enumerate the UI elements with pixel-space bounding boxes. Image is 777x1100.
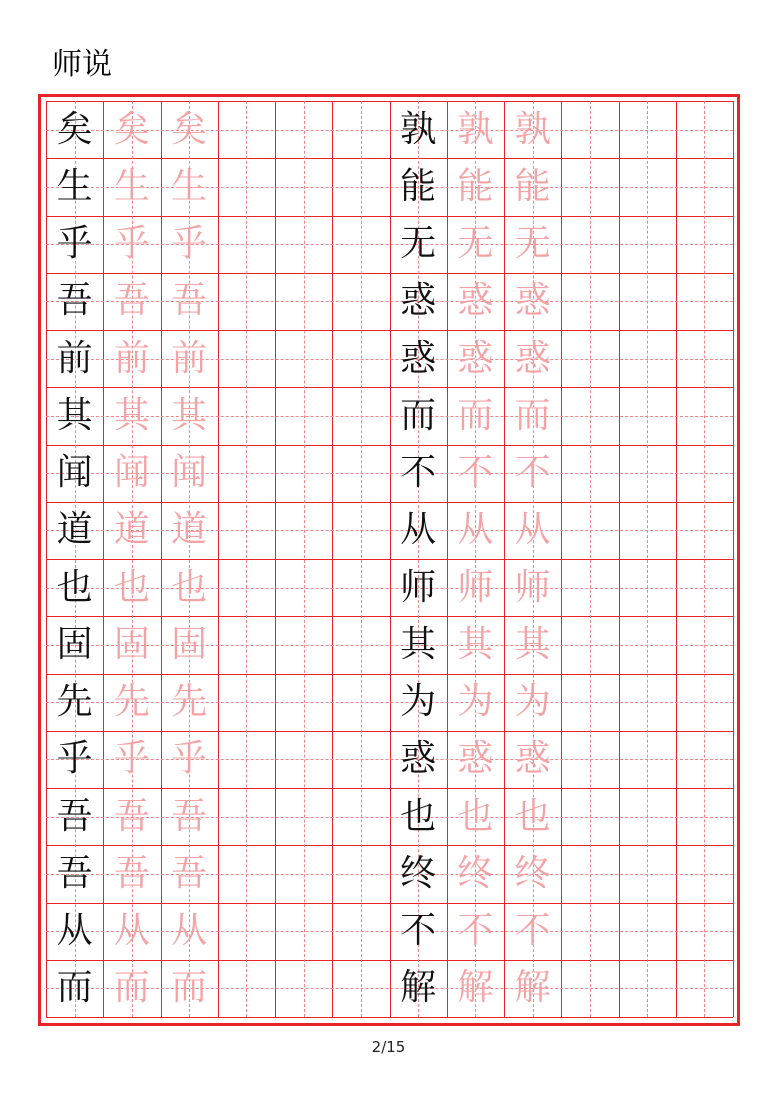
model-character: 惑: [400, 280, 437, 322]
page-title: 师说: [52, 47, 112, 82]
model-character: 能: [400, 165, 437, 207]
trace-character: 其: [457, 623, 494, 665]
model-character: 吾: [56, 852, 93, 894]
trace-character: 孰: [514, 108, 551, 150]
model-character: 从: [400, 509, 437, 551]
model-character: 先: [56, 681, 93, 723]
trace-character: 而: [113, 967, 150, 1009]
grid-col-line: [332, 101, 333, 1017]
trace-character: 能: [514, 165, 551, 207]
trace-character: 前: [171, 337, 208, 379]
trace-character: 无: [514, 223, 551, 265]
model-character: 而: [56, 967, 93, 1009]
trace-character: 道: [171, 509, 208, 551]
model-character: 矣: [56, 108, 93, 150]
trace-character: 解: [457, 967, 494, 1009]
model-character: 孰: [400, 108, 437, 150]
trace-character: 闻: [113, 452, 150, 494]
grid-col-line: [733, 101, 734, 1017]
trace-character: 吾: [171, 795, 208, 837]
trace-character: 矣: [113, 108, 150, 150]
trace-character: 先: [113, 681, 150, 723]
trace-character: 师: [514, 566, 551, 608]
grid-row-line: [46, 1017, 733, 1018]
trace-character: 闻: [171, 452, 208, 494]
model-character: 吾: [56, 280, 93, 322]
trace-character: 先: [171, 681, 208, 723]
trace-character: 也: [457, 795, 494, 837]
trace-character: 也: [514, 795, 551, 837]
model-character: 吾: [56, 795, 93, 837]
model-character: 为: [400, 681, 437, 723]
model-character: 师: [400, 566, 437, 608]
trace-character: 吾: [113, 852, 150, 894]
grid-guide-vertical: [704, 101, 705, 1017]
model-character: 无: [400, 223, 437, 265]
model-character: 不: [400, 452, 437, 494]
trace-character: 吾: [171, 852, 208, 894]
trace-character: 乎: [171, 738, 208, 780]
model-character: 道: [56, 509, 93, 551]
trace-character: 惑: [514, 280, 551, 322]
model-character: 从: [56, 910, 93, 952]
model-character: 也: [400, 795, 437, 837]
model-character: 不: [400, 910, 437, 952]
grid-col-line: [275, 101, 276, 1017]
trace-character: 吾: [113, 795, 150, 837]
model-character: 惑: [400, 738, 437, 780]
model-character: 乎: [56, 738, 93, 780]
model-character: 固: [56, 623, 93, 665]
trace-character: 惑: [514, 337, 551, 379]
trace-character: 而: [514, 394, 551, 436]
trace-character: 惑: [457, 280, 494, 322]
grid-guide-vertical: [304, 101, 305, 1017]
trace-character: 为: [514, 681, 551, 723]
model-character: 闻: [56, 452, 93, 494]
trace-character: 而: [457, 394, 494, 436]
trace-character: 从: [113, 910, 150, 952]
trace-character: 终: [457, 852, 494, 894]
grid-col-line: [619, 101, 620, 1017]
trace-character: 固: [171, 623, 208, 665]
trace-character: 乎: [171, 223, 208, 265]
trace-character: 乎: [113, 738, 150, 780]
trace-character: 解: [514, 967, 551, 1009]
trace-character: 矣: [171, 108, 208, 150]
model-character: 生: [56, 165, 93, 207]
trace-character: 能: [457, 165, 494, 207]
model-character: 解: [400, 967, 437, 1009]
trace-character: 不: [514, 910, 551, 952]
trace-character: 无: [457, 223, 494, 265]
trace-character: 不: [457, 910, 494, 952]
trace-character: 也: [171, 566, 208, 608]
trace-character: 从: [457, 509, 494, 551]
trace-character: 其: [171, 394, 208, 436]
model-character: 前: [56, 337, 93, 379]
grid-guide-vertical: [246, 101, 247, 1017]
model-character: 终: [400, 852, 437, 894]
practice-grid: [46, 101, 733, 1017]
grid-guide-vertical: [647, 101, 648, 1017]
grid-col-line: [218, 101, 219, 1017]
trace-character: 师: [457, 566, 494, 608]
grid-col-line: [676, 101, 677, 1017]
trace-character: 不: [514, 452, 551, 494]
trace-character: 乎: [113, 223, 150, 265]
trace-character: 吾: [171, 280, 208, 322]
model-character: 惑: [400, 337, 437, 379]
trace-character: 前: [113, 337, 150, 379]
model-character: 其: [56, 394, 93, 436]
trace-character: 生: [113, 165, 150, 207]
trace-character: 孰: [457, 108, 494, 150]
trace-character: 道: [113, 509, 150, 551]
trace-character: 从: [514, 509, 551, 551]
model-character: 乎: [56, 223, 93, 265]
trace-character: 终: [514, 852, 551, 894]
trace-character: 惑: [514, 738, 551, 780]
trace-character: 惑: [457, 738, 494, 780]
trace-character: 其: [113, 394, 150, 436]
trace-character: 吾: [113, 280, 150, 322]
trace-character: 生: [171, 165, 208, 207]
trace-character: 惑: [457, 337, 494, 379]
model-character: 也: [56, 566, 93, 608]
trace-character: 其: [514, 623, 551, 665]
trace-character: 而: [171, 967, 208, 1009]
grid-col-line: [561, 101, 562, 1017]
model-character: 其: [400, 623, 437, 665]
grid-guide-vertical: [361, 101, 362, 1017]
page-number: 2/15: [371, 1038, 406, 1056]
trace-character: 为: [457, 681, 494, 723]
trace-character: 从: [171, 910, 208, 952]
trace-character: 固: [113, 623, 150, 665]
model-character: 而: [400, 394, 437, 436]
trace-character: 也: [113, 566, 150, 608]
grid-guide-vertical: [590, 101, 591, 1017]
trace-character: 不: [457, 452, 494, 494]
